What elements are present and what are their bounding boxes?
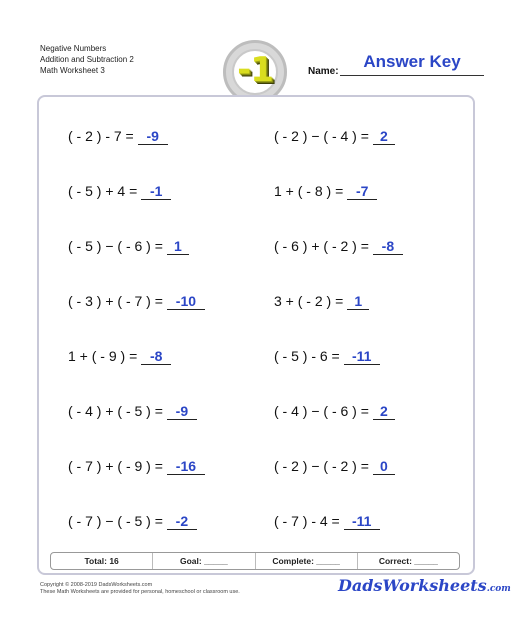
logo-inner-circle: [232, 49, 278, 95]
problem-expression: ( - 7 ) − ( - 5 ) =: [68, 513, 163, 529]
score-correct: Correct: _____: [378, 556, 438, 566]
problem-9: [68, 348, 171, 365]
problem-answer: -1: [141, 184, 171, 200]
brand-part-domain: .com: [486, 584, 511, 594]
score-complete: Complete: _____: [256, 553, 358, 569]
problem-16: [274, 513, 380, 530]
problem-answer: 2: [373, 404, 395, 420]
problem-8: [274, 293, 369, 310]
problem-expression: ( - 2 ) − ( - 4 ) =: [274, 128, 369, 144]
problem-expression: ( - 5 ) + 4 =: [68, 183, 138, 199]
problem-4: [274, 183, 377, 200]
problem-10: [274, 348, 380, 365]
problem-expression: ( - 3 ) + ( - 7 ) =: [68, 293, 163, 309]
logo-text: -1: [237, 50, 273, 90]
problem-answer: -8: [141, 349, 171, 365]
worksheet-subtopic: Addition and Subtraction 2: [40, 55, 134, 64]
brand-part-worksheets: Worksheets: [382, 576, 487, 595]
problem-expression: ( - 7 ) - 4 =: [274, 513, 340, 529]
problems-frame: [37, 95, 475, 575]
name-label: Name:: [308, 66, 339, 77]
problem-answer: -7: [347, 184, 377, 200]
answer-key-title: Answer Key: [363, 52, 461, 71]
dadsworksheets-logo[interactable]: [338, 576, 511, 595]
copyright-line: Copyright © 2008-2019 DadsWorksheets.com: [40, 582, 153, 588]
problem-13: [68, 458, 205, 475]
problem-expression: ( - 7 ) + ( - 9 ) =: [68, 458, 163, 474]
problem-answer: 0: [373, 459, 395, 475]
score-total: Total: 16: [51, 553, 153, 569]
problem-12: [274, 403, 395, 420]
problem-answer: 1: [347, 294, 369, 310]
problem-expression: ( - 4 ) + ( - 5 ) =: [68, 403, 163, 419]
usage-line: These Math Worksheets are provided for personal, homeschool or classroom use.: [40, 589, 240, 595]
problem-expression: ( - 2 ) − ( - 2 ) =: [274, 458, 369, 474]
problem-answer: -9: [138, 129, 168, 145]
problem-expression: 1 + ( - 8 ) =: [274, 183, 344, 199]
problem-15: [68, 513, 197, 530]
worksheet-info: [40, 43, 134, 76]
problem-7: [68, 293, 205, 310]
score-bar: [50, 552, 460, 570]
problem-6: [274, 238, 403, 255]
worksheet-number: Math Worksheet 3: [40, 66, 105, 75]
problem-expression: ( - 5 ) - 6 =: [274, 348, 340, 364]
problem-11: [68, 403, 197, 420]
problem-answer: -11: [344, 514, 380, 530]
problem-1: [68, 128, 168, 145]
problem-answer: -11: [344, 349, 380, 365]
score-goal: Goal: _____: [153, 553, 255, 569]
problem-expression: 3 + ( - 2 ) =: [274, 293, 344, 309]
problem-expression: ( - 6 ) + ( - 2 ) =: [274, 238, 369, 254]
brand-part-dads: Dads: [338, 576, 383, 595]
copyright-notice: [40, 582, 240, 596]
problem-5: [68, 238, 189, 255]
problem-expression: 1 + ( - 9 ) =: [68, 348, 138, 364]
problem-answer: -2: [167, 514, 197, 530]
problem-3: [68, 183, 171, 200]
problem-answer: 2: [373, 129, 395, 145]
problem-answer: -10: [167, 294, 205, 310]
problem-expression: ( - 2 ) - 7 =: [68, 128, 134, 144]
problem-answer: -8: [373, 239, 403, 255]
worksheet-topic: Negative Numbers: [40, 44, 107, 53]
problem-expression: ( - 4 ) − ( - 6 ) =: [274, 403, 369, 419]
problem-answer: 1: [167, 239, 189, 255]
name-underline: [340, 75, 484, 76]
problem-answer: -16: [167, 459, 205, 475]
problem-14: [274, 458, 395, 475]
problem-expression: ( - 5 ) − ( - 6 ) =: [68, 238, 163, 254]
problem-2: [274, 128, 395, 145]
problem-answer: -9: [167, 404, 197, 420]
